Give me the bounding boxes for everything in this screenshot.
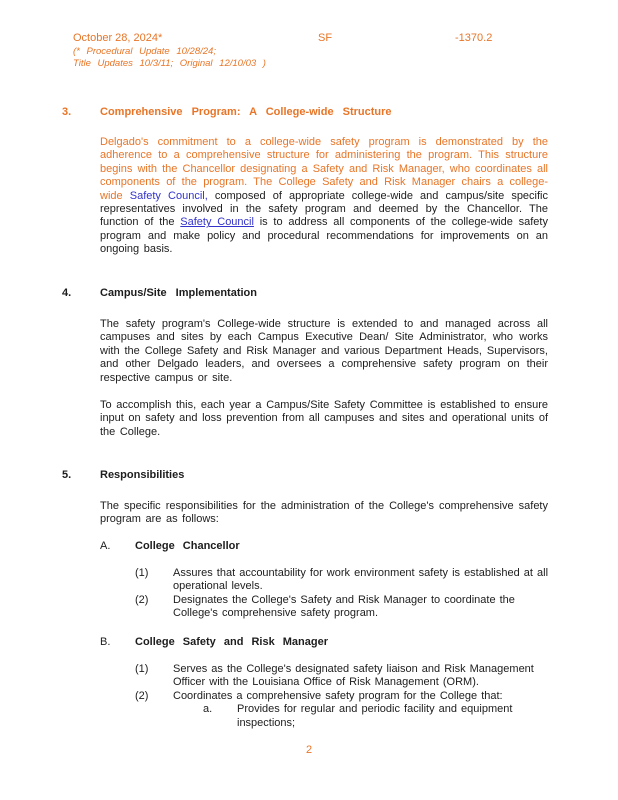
subsection-a-heading xyxy=(100,540,240,553)
section-5-title: Responsibilities xyxy=(100,469,185,481)
header-revision-note-line2: Title Updates 10/3/11; Original 12/10/03 ) xyxy=(73,58,266,69)
item-marker: (1) xyxy=(135,567,149,579)
section-5-intro: The specific responsibilities for the administration of the College's comprehensive safety program are as follows: xyxy=(100,500,548,526)
item-marker: (2) xyxy=(135,689,149,702)
section-3-number: 3. xyxy=(62,106,72,118)
list-item xyxy=(135,567,548,594)
header-row xyxy=(73,32,578,46)
header-series: SF xyxy=(318,32,333,44)
subsection-b-letter: B. xyxy=(100,636,111,648)
subsection-a-items xyxy=(135,567,548,621)
subsection-a-letter: A. xyxy=(100,540,111,552)
subsection-b-items xyxy=(135,663,548,730)
section-4-heading xyxy=(62,287,257,300)
section-5-heading xyxy=(62,469,184,482)
safety-council-mention: Safety Council, xyxy=(129,189,208,202)
section-3-heading xyxy=(62,106,392,119)
subsection-b-title: College Safety and Risk Manager xyxy=(135,636,328,648)
paragraph-body-tail: is to address all components of the college-wide safety program and make policy and procedural recommendations for improvements on an ongoing basis. xyxy=(100,216,548,256)
paragraph-orange-lead: Delgado's commitment to a college-wide safety program is demonstrated by the adherence to a comprehensive structure for administering the program. This structure begins with the Chancellor designating a Safety and Risk Manager, who coordinates all components of the program. The College Safety and Risk Manager chairs a college-wide xyxy=(100,136,548,202)
section-5-number: 5. xyxy=(62,469,72,481)
item-marker: (2) xyxy=(135,593,149,606)
list-item xyxy=(135,663,548,690)
subsection-b-heading xyxy=(100,636,328,649)
safety-council-link[interactable]: Safety Council xyxy=(180,216,254,229)
subitem-text: Provides for regular and periodic facility and equipment inspections; xyxy=(237,703,513,729)
paragraph-body-after-mention: composed of appropriate college-wide and campus/site specific representatives involved in the safety program and deemed by the Chancellor. The function of the xyxy=(100,189,548,229)
section-4-paragraph-2: To accomplish this, each year a Campus/Site Safety Committee is established to ensure input on safety and loss prevention from all campuses and sites and operational units of the College. xyxy=(100,399,548,438)
item-text: Designates the College's Safety and Risk Manager to coordinate the College's comprehensive safety program. xyxy=(173,593,515,620)
list-item xyxy=(135,594,548,621)
document-header xyxy=(73,32,578,70)
header-policy-number: -1370.2 xyxy=(455,32,493,44)
page-number: 2 xyxy=(305,744,313,756)
item-marker: (1) xyxy=(135,663,149,675)
section-4-title: Campus/Site Implementation xyxy=(100,287,257,299)
section-4-paragraph-1: The safety program's College-wide structure is extended to and managed across all campuses and sites by each Campus Executive Dean/ Site Administrator, who works with the College Safety and Risk Manager and various Department Heads, Supervisors, and other Delgado leaders, and oversees a comprehensive safety program on their respective campus or site. xyxy=(100,318,548,384)
item-text: Assures that accountability for work environment safety is established at all operational levels. xyxy=(173,567,549,593)
subitem-marker: a. xyxy=(203,703,213,716)
item-text: Serves as the College's designated safety liaison and Risk Management Officer with the Louisiana Office of Risk Management (ORM). xyxy=(173,663,534,689)
section-4-number: 4. xyxy=(62,287,72,299)
header-date: October 28, 2024* xyxy=(73,32,163,44)
subsection-a-title: College Chancellor xyxy=(135,540,240,552)
list-subitem xyxy=(203,703,548,730)
list-item xyxy=(135,690,548,703)
section-3-paragraph xyxy=(100,136,548,257)
item-text: Coordinates a comprehensive safety program for the College that: xyxy=(173,689,503,702)
section-3-title: Comprehensive Program: A College-wide Structure xyxy=(100,106,392,118)
header-revision-note-line1: (* Procedural Update 10/28/24; xyxy=(73,46,216,57)
